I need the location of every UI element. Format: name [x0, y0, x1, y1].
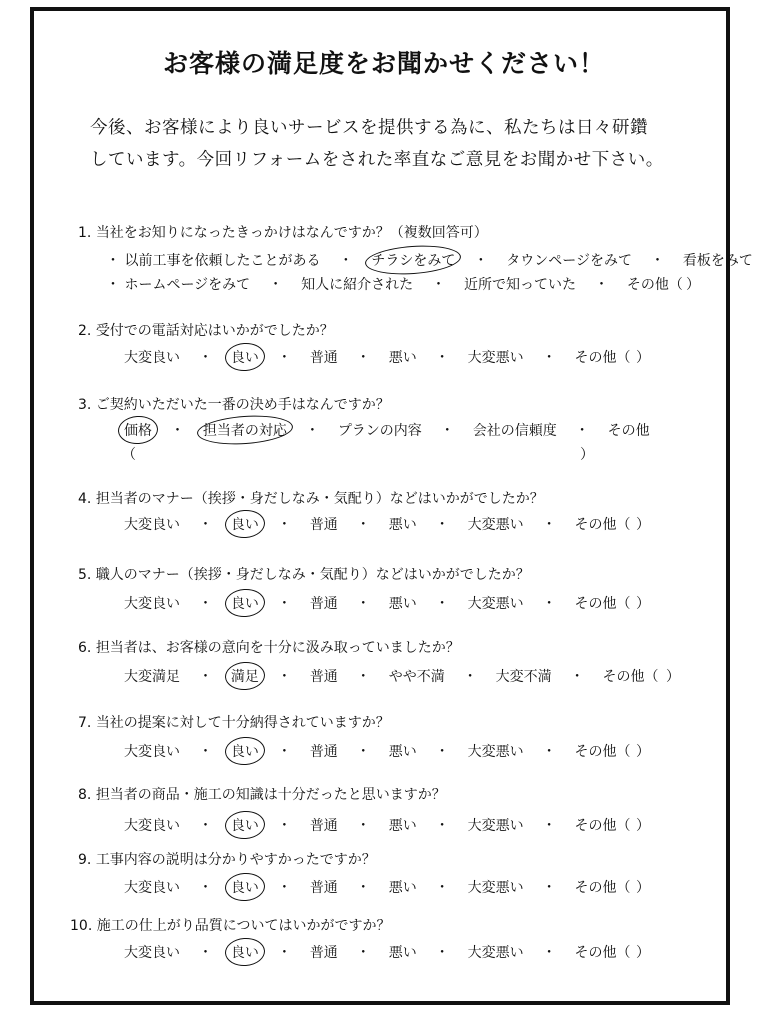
separator: ・ [356, 669, 371, 685]
question-5 [78, 564, 530, 584]
close-paren: ） [580, 447, 594, 463]
separator: ・ [435, 350, 450, 366]
option[interactable]: 悪い [388, 818, 417, 834]
separator: ・ [268, 277, 283, 293]
option[interactable]: 普通 [309, 517, 338, 533]
question-6-options [124, 666, 659, 686]
bullet: ・ [106, 253, 120, 269]
question-3 [78, 394, 390, 414]
question-text: 施工の仕上がり品質についてはいかがですか？ [96, 918, 391, 934]
question-2 [78, 320, 334, 340]
separator: ・ [198, 596, 213, 612]
separator: ・ [356, 818, 371, 834]
separator: ・ [473, 253, 488, 269]
option[interactable]: その他（ [574, 744, 631, 760]
option[interactable]: 大変悪い [467, 350, 524, 366]
question-3-options [124, 420, 650, 440]
separator: ・ [198, 744, 213, 760]
option-selected[interactable]: 良い [231, 741, 259, 761]
separator: ・ [435, 880, 450, 896]
option[interactable]: その他（ [574, 596, 631, 612]
option[interactable]: 普通 [309, 596, 338, 612]
option[interactable]: その他（ [574, 517, 631, 533]
question-number: 10. [70, 918, 93, 934]
separator: ・ [356, 744, 371, 760]
option[interactable]: その他（ [602, 669, 659, 685]
separator: ・ [277, 744, 292, 760]
question-text: 担当者の商品・施工の知識は十分だったと思いますか？ [95, 787, 446, 803]
separator: ・ [356, 596, 371, 612]
question-text: 担当者は、お客様の意向を十分に汲み取っていましたか？ [95, 640, 460, 656]
option[interactable]: 大変良い [124, 744, 180, 760]
option[interactable]: 普通 [309, 744, 338, 760]
option[interactable]: タウンページをみて [506, 253, 632, 269]
open-paren: （ [122, 447, 136, 463]
separator: ・ [277, 517, 292, 533]
separator: ・ [277, 669, 292, 685]
separator: ・ [594, 277, 609, 293]
question-number: 5. [78, 567, 92, 583]
option[interactable]: 悪い [388, 880, 417, 896]
question-1-options-row-2 [106, 274, 683, 294]
option[interactable]: プランの内容 [337, 423, 422, 439]
option[interactable]: 大変良い [124, 350, 180, 366]
separator: ・ [431, 277, 446, 293]
option[interactable]: 大変不満 [495, 669, 552, 685]
separator: ・ [542, 818, 557, 834]
option[interactable]: 大変悪い [467, 517, 524, 533]
option-selected[interactable]: 満足 [231, 666, 259, 686]
question-9 [78, 849, 376, 869]
option[interactable]: 大変良い [124, 945, 180, 961]
separator: ・ [542, 880, 557, 896]
option[interactable]: 大変悪い [467, 945, 524, 961]
option-selected[interactable]: 良い [231, 347, 259, 367]
option-selected[interactable]: 良い [231, 942, 259, 962]
separator: ・ [435, 744, 450, 760]
question-8 [78, 784, 446, 804]
option[interactable]: 知人に紹介された [301, 277, 414, 293]
separator: ・ [435, 517, 450, 533]
separator: ・ [170, 423, 185, 439]
option[interactable]: 会社の信頼度 [472, 423, 557, 439]
option[interactable]: やや不満 [388, 669, 445, 685]
question-5-options [124, 593, 631, 613]
option-selected[interactable]: 価格 [124, 420, 152, 440]
separator: ・ [435, 945, 450, 961]
close-paren: ） [636, 350, 650, 366]
close-paren: ） [636, 517, 650, 533]
separator: ・ [277, 818, 292, 834]
option-selected[interactable]: 良い [231, 815, 259, 835]
option[interactable]: 看板をみて [682, 253, 753, 269]
question-text: 担当者のマナー（挨拶・身だしなみ・気配り）などはいかがでしたか？ [95, 491, 544, 507]
question-text: 当社をお知りになったきっかけはなんですか？（複数回答可） [95, 225, 488, 241]
question-number: 6. [78, 640, 92, 656]
option[interactable]: その他（ [574, 945, 631, 961]
question-10-options [124, 942, 631, 962]
separator: ・ [277, 880, 292, 896]
question-number: 3. [78, 397, 92, 413]
option-selected[interactable]: 担当者の対応 [203, 420, 287, 440]
question-number: 2. [78, 323, 92, 339]
question-7 [78, 712, 390, 732]
separator: ・ [198, 669, 213, 685]
option[interactable]: その他（ [574, 880, 631, 896]
question-4-options [124, 514, 631, 534]
separator: ・ [542, 744, 557, 760]
separator: ・ [542, 517, 557, 533]
option[interactable]: 普通 [309, 880, 338, 896]
question-number: 7. [78, 715, 92, 731]
question-9-options [124, 877, 631, 897]
separator: ・ [542, 945, 557, 961]
question-2-options [124, 347, 631, 367]
option[interactable]: 大変満足 [124, 669, 180, 685]
separator: ・ [435, 818, 450, 834]
option[interactable]: 普通 [309, 818, 338, 834]
bullet: ・ [106, 277, 120, 293]
option[interactable]: その他 [607, 423, 650, 439]
question-1 [78, 222, 488, 242]
separator: ・ [356, 880, 371, 896]
option[interactable]: 悪い [388, 350, 417, 366]
option[interactable]: 大変悪い [467, 880, 524, 896]
option[interactable]: 大変良い [124, 596, 180, 612]
question-text: 工事内容の説明は分かりやすかったですか？ [95, 852, 376, 868]
separator: ・ [198, 350, 213, 366]
separator: ・ [542, 596, 557, 612]
close-paren: ） [636, 818, 650, 834]
intro-line-2: しています。今回リフォームをされた率直なご意見をお聞かせ下さい。 [90, 150, 664, 170]
separator: ・ [570, 669, 585, 685]
close-paren: ） [636, 945, 650, 961]
option[interactable]: 普通 [309, 945, 338, 961]
page-title: お客様の満足度をお聞かせください！ [162, 49, 605, 78]
option-selected[interactable]: 良い [231, 593, 259, 613]
option[interactable]: 悪い [388, 596, 417, 612]
question-text: 受付での電話対応はいかがでしたか？ [95, 323, 334, 339]
option-selected[interactable]: 良い [231, 877, 259, 897]
option[interactable]: 悪い [388, 945, 417, 961]
option-selected[interactable]: チラシをみて [371, 250, 455, 270]
question-text: ご契約いただいた一番の決め手はなんですか？ [95, 397, 390, 413]
separator: ・ [338, 253, 353, 269]
separator: ・ [198, 818, 213, 834]
question-number: 4. [78, 491, 92, 507]
close-paren: ） [636, 744, 650, 760]
separator: ・ [277, 350, 292, 366]
close-paren: ） [686, 277, 700, 293]
separator: ・ [575, 423, 590, 439]
option-selected[interactable]: 良い [231, 514, 259, 534]
separator: ・ [650, 253, 665, 269]
separator: ・ [440, 423, 455, 439]
question-number: 1. [78, 225, 92, 241]
question-text: 職人のマナー（挨拶・身だしなみ・気配り）などはいかがでしたか？ [95, 567, 530, 583]
question-6 [78, 637, 460, 657]
question-number: 9. [78, 852, 92, 868]
option[interactable]: その他（ [574, 818, 631, 834]
separator: ・ [198, 517, 213, 533]
separator: ・ [356, 945, 371, 961]
separator: ・ [277, 596, 292, 612]
option[interactable]: 大変良い [124, 880, 180, 896]
option[interactable]: 悪い [388, 744, 417, 760]
question-7-options [124, 741, 631, 761]
option[interactable]: 大変悪い [467, 744, 524, 760]
close-paren: ） [636, 880, 650, 896]
close-paren: ） [636, 596, 650, 612]
question-8-options [124, 815, 631, 835]
separator: ・ [542, 350, 557, 366]
separator: ・ [198, 945, 213, 961]
option[interactable]: 大変良い [124, 818, 180, 834]
option[interactable]: 大変良い [124, 517, 180, 533]
option[interactable]: 普通 [309, 669, 338, 685]
option[interactable]: 普通 [309, 350, 338, 366]
intro-line-1: 今後、お客様により良いサービスを提供する為に、私たちは日々研鑽 [90, 118, 648, 138]
option[interactable]: ホームページをみて [124, 277, 251, 293]
question-4 [78, 488, 544, 508]
separator: ・ [356, 517, 371, 533]
option[interactable]: 大変悪い [467, 596, 524, 612]
separator: ・ [356, 350, 371, 366]
close-paren: ） [666, 669, 680, 685]
question-number: 8. [78, 787, 92, 803]
separator: ・ [435, 596, 450, 612]
question-1-options-row-1 [106, 250, 753, 270]
question-10 [70, 915, 390, 935]
separator: ・ [305, 423, 320, 439]
option[interactable]: 大変悪い [467, 818, 524, 834]
separator: ・ [463, 669, 478, 685]
question-text: 当社の提案に対して十分納得されていますか？ [95, 715, 390, 731]
separator: ・ [198, 880, 213, 896]
option[interactable]: 近所で知っていた [464, 277, 576, 293]
option[interactable]: 悪い [388, 517, 417, 533]
option[interactable]: その他（ [574, 350, 631, 366]
option[interactable]: その他（ [626, 277, 683, 293]
option[interactable]: 以前工事を依頼したことがある [124, 253, 321, 269]
separator: ・ [277, 945, 292, 961]
